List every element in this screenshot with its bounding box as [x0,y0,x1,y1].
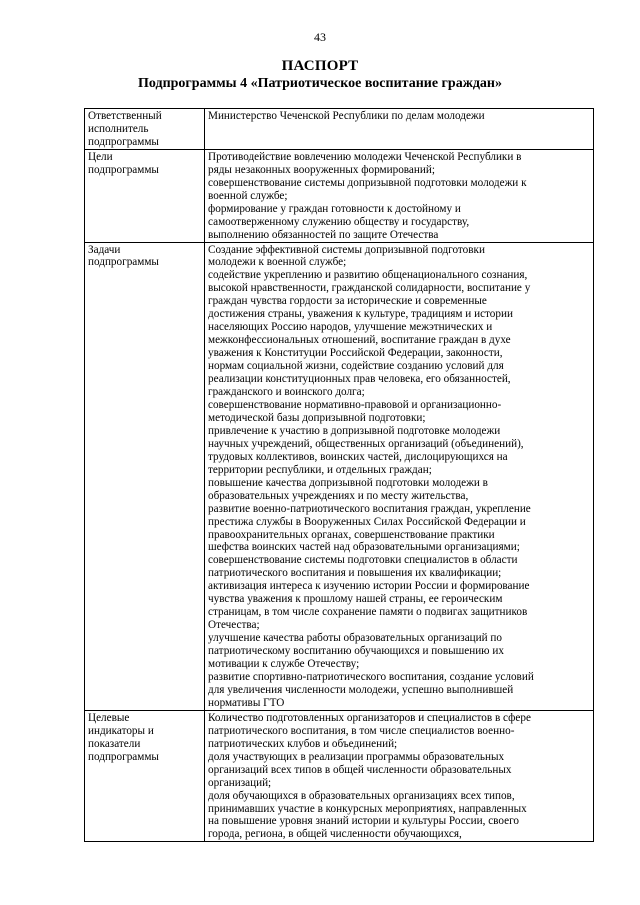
row-value-line: города, региона, в общей численности обучающихся, [208,828,462,841]
row-label-line: подпрограммы [88,163,159,176]
row-value-line: чувства уважения к прошлому нашей страны, ее героическим [208,593,503,606]
row-value-line: организаций всех типов в общей численности образовательных [208,763,512,776]
passport-table [84,108,594,842]
row-label-line: Цели [88,150,113,163]
row-value-line: гражданского и воинского долга; [208,386,365,399]
row-value-cell [205,710,594,842]
row-value-line: принимавших участие в конкурсных мероприятиях, направленных [208,802,527,815]
row-value-line: военной службе; [208,189,288,202]
row-value-line: методической базы допризывной подготовки; [208,411,426,424]
row-value-line: доля участвующих в реализации программы образовательных [208,750,505,763]
row-value-line: правоохранительных органах, совершенствование практики [208,528,495,541]
row-value-line: Министерство Чеченской Республики по делам молодежи [208,110,485,122]
row-value-line: высокой нравственности, гражданской солидарности, воспитание у [208,282,531,295]
row-value-line: Создание эффективной системы допризывной подготовки [208,243,485,256]
row-value-line: патриотического воспитания и повышения их квалификации; [208,567,502,580]
row-value-line: Противодействие вовлечению молодежи Чеченской Республики в [208,150,522,163]
row-value-line: содействие укреплению и развитию общенационального сознания, [208,269,528,282]
row-value-line: повышение качества допризывной подготовки молодежи в [208,476,488,489]
row-value-line: привлечение к участию в допризывной подготовке молодежи [208,424,501,437]
row-value-line: населяющих Россию народов, улучшение межэтнических и [208,321,493,334]
row-value-line: уважения к Конституции Российской Федерации, законности, [208,347,503,360]
table-row [85,149,594,242]
table-row [85,710,594,842]
passport-table-body [85,109,594,842]
row-value-line: престижа службы в Вооруженных Силах Российской Федерации и [208,515,526,528]
row-label-line: показатели [88,737,141,750]
row-value-line: совершенствование системы допризывной подготовки молодежи к [208,176,527,189]
row-value-line: страницам, в том числе сохранение памяти о подвигах защитников [208,606,528,619]
page-number: 43 [314,30,326,44]
row-label-line: подпрограммы [88,256,159,269]
row-value-line: доля обучающихся в образовательных организациях всех типов, [208,789,515,802]
table-row [85,109,594,150]
row-value-line: развитие спортивно-патриотического воспитания, создание условий [208,670,534,683]
row-value-line: развитие военно-патриотического воспитания граждан, укрепление [208,502,531,515]
row-value-line: патриотическому воспитанию обучающихся и повышению их [208,645,504,658]
page-subtitle: Подпрограммы 4 «Патриотическое воспитание граждан» [138,76,502,91]
row-value-cell [205,242,594,710]
row-label-cell [85,109,205,150]
row-value-line: межконфессиональных отношений, воспитание граждан в духе [208,334,511,347]
row-value-line: шефства воинских частей над образовательными организациями; [208,541,520,554]
row-value-line: самоотверженному служению обществу и государству, [208,215,470,228]
row-value-line: Количество подготовленных организаторов и специалистов в сфере [208,711,531,724]
row-value-cell [205,109,594,150]
row-label-line: Целевые [88,711,130,724]
row-value-line: достижения страны, уважения к культуре, традициям и истории [208,308,513,321]
table-row [85,242,594,710]
row-value-line: формирование у граждан готовности к достойному и [208,202,461,215]
row-value-line: научных учреждений, общественных организаций (объединений), [208,437,524,450]
row-label-line: подпрограммы [88,750,159,763]
row-value-line: активизация интереса к изучению истории России и формирование [208,580,530,593]
row-label-line: подпрограммы [88,135,159,148]
row-value-line: образовательных учреждениях и по месту жительства, [208,489,469,502]
row-value-line: на повышение уровня знаний истории и культуры России, своего [208,815,519,828]
row-value-line: граждан чувства гордости за исторические и современные [208,295,487,308]
row-value-line: реализации конституционных прав человека, его обязанностей, [208,373,511,386]
row-value-line: для увеличения численности молодежи, успешно выполнившей [208,683,514,696]
row-value-line: молодежи к военной службе; [208,256,347,269]
row-value-line: патриотического воспитания, в том числе специалистов военно- [208,724,515,737]
row-value-line: территории республики, и отдельных граждан; [208,463,432,476]
row-value-line: организаций; [208,776,272,789]
row-label-cell [85,242,205,710]
row-label-line: индикаторы и [88,724,154,737]
row-label-line: Ответственный [88,110,162,122]
row-value-line: совершенствование нормативно-правовой и организационно- [208,398,502,411]
row-label-line: исполнитель [88,122,149,135]
page-title: ПАСПОРТ [281,58,359,74]
row-label-line: Задачи [88,243,121,256]
row-label-cell [85,710,205,842]
row-label-cell [85,149,205,242]
row-value-line: выполнению обязанностей по защите Отечества [208,228,439,241]
row-value-line: ряды незаконных вооруженных формирований; [208,163,435,176]
row-value-line: улучшение качества работы образовательных организаций по [208,632,503,645]
row-value-line: совершенствование системы подготовки специалистов в области [208,554,518,567]
row-value-line: нормам социальной жизни, содействие созданию условий для [208,360,504,373]
row-value-line: Отечества; [208,619,260,632]
row-value-line: мотивации к службе Отечеству; [208,658,360,671]
row-value-line: трудовых коллективов, воинских частей, дислоцирующихся на [208,450,508,463]
row-value-line: нормативы ГТО [208,696,285,709]
row-value-cell [205,149,594,242]
row-value-line: патриотических клубов и объединений; [208,737,398,750]
